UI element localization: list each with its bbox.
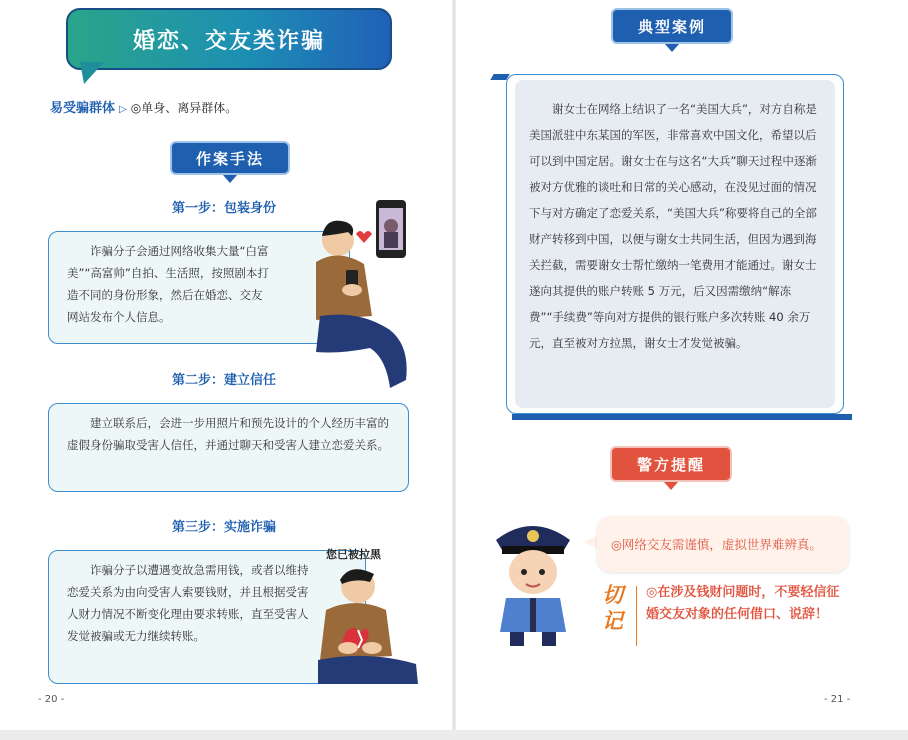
step-3-text: 诈骗分子以遭遇变故急需用钱，或者以维持恋爱关系为由向受害人索要钱财，并且根据受害人财力情况不断变化理由要求转账，直至受害人发觉被骗或无力继续转账。 — [67, 563, 309, 643]
case-heading: 典型案例 — [611, 8, 733, 44]
step-1-text: 诈骗分子会通过网络收集大量“白富美”“高富帅”自拍、生活照，按照剧本打造不同的身份形象，然后在婚恋、交友网站发布个人信息。 — [67, 244, 269, 324]
step-3-title: 第三步：实施诈骗 — [172, 520, 277, 535]
victim-group — [50, 97, 237, 116]
remember-divider — [636, 586, 637, 646]
right-page-number: - 21 - — [824, 694, 851, 705]
step-2-text: 建立联系后，会进一步用照片和预先设计的个人经历丰富的虚假身份骗取受害人信任，并通过聊天和受害人建立恋爱关系。 — [67, 416, 389, 452]
alert-heading: 警方提醒 — [610, 446, 732, 482]
step-2-box — [48, 403, 409, 492]
sad-man-illustration — [318, 562, 418, 684]
remember-mark — [602, 582, 623, 634]
remember-char-2: 记 — [602, 608, 623, 633]
alert-bubble — [597, 516, 849, 572]
methods-heading: 作案手法 — [170, 141, 290, 175]
remember-char-1: 切 — [602, 582, 623, 607]
police-officer-illustration — [490, 518, 576, 648]
blocked-label: 您已被拉黑 — [326, 548, 381, 561]
step-1-box — [48, 231, 350, 344]
title-banner-tail — [80, 62, 104, 84]
victim-group-text: ◎单身、离异群体。 — [130, 101, 238, 115]
case-box — [515, 80, 835, 408]
heart-icon — [356, 231, 372, 243]
page-title: 婚恋、交友类诈骗 — [66, 8, 392, 70]
case-frame-bottom-bar — [512, 414, 852, 420]
step-2-title: 第二步：建立信任 — [172, 373, 277, 388]
alert-heading-tail — [664, 482, 678, 490]
victim-group-label: 易受骗群体 — [50, 101, 116, 116]
left-page-number: - 20 - — [38, 694, 65, 705]
remember-text: ◎在涉及钱财问题时，不要轻信征婚交友对象的任何借口、说辞！ — [646, 585, 840, 622]
page-gutter — [452, 0, 456, 730]
man-with-phone-illustration — [316, 196, 412, 392]
case-text: 谢女士在网络上结识了一名“美国大兵”，对方自称是美国派驻中东某国的军医，非常喜欢中国文化，希望以后可以到中国定居。谢女士在与这名“大兵”聊天过程中逐渐被对方优雅的谈吐和日常的关心感动，在没见过面的情况下与对方确定了恋爱关系，“美国大兵”称要将自己的全部财产转移到中国，以便与谢女士共同生活，但因为遇到海关拦截，需要谢女士帮忙缴纳一笔费用才能通过。谢女士遂向其提供的账户转账 5 万元，后又因需缴纳“解冻费”“手续费”等向对方提供的银行账户多次转账 40 余万元，直至被对方拉黑，谢女士才发觉被骗。 — [529, 102, 817, 350]
case-heading-tail — [665, 44, 679, 52]
alert-text: ◎网络交友需谨慎，虚拟世界难辨真。 — [611, 537, 822, 552]
police-badge-icon — [527, 530, 539, 542]
methods-heading-tail — [223, 175, 237, 183]
step-1-title: 第一步：包装身份 — [172, 201, 277, 216]
triangle-right-icon: ▷ — [119, 104, 127, 115]
